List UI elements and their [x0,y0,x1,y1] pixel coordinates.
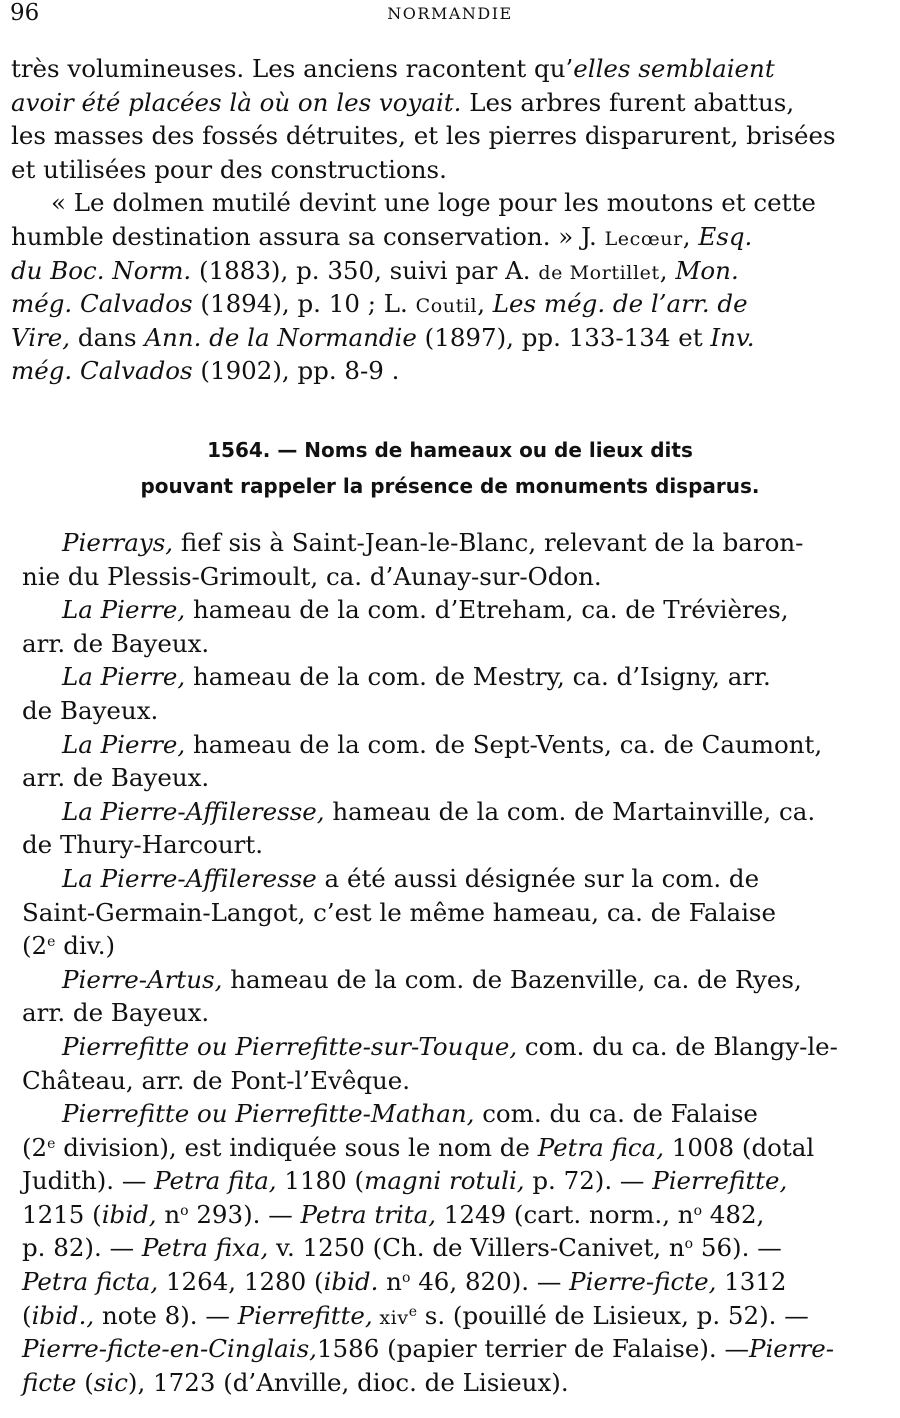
list-item: Pierrefitte ou Pierrefitte-sur-Touque, com. du ca. de Blangy-le- [62,1031,838,1061]
text-line: Vire, dans Ann. de la Normandie (1897), pp. 133-134 et Inv. [11,322,755,352]
text-line: avoir été placées là où on les voyait. Les arbres furent abattus, [11,87,795,117]
page-number: 96 [10,0,40,26]
list-item: La Pierre-Affileresse, hameau de la com. de Martainville, ca. [62,796,816,826]
page-header [10,0,890,30]
text-line: (2e division), est indiquée sous le nom de Petra fica, 1008 (dotal [22,1132,815,1162]
continued-paragraph [11,52,889,388]
list-item: Pierrays, fief sis à Saint-Jean-le-Blanc, relevant de la baron- [62,528,804,557]
text-line: még. Calvados (1902), pp. 8-9 . [11,356,400,386]
text-line: Judith). — Petra fita, 1180 (magni rotuli, p. 72). — Pierrefitte, [22,1166,788,1196]
text-line: Pierre-ficte-en-Cinglais,1586 (papier terrier de Falaise). —Pierre- [22,1334,834,1364]
text-line: de Bayeux. [22,695,159,725]
text-line: (ibid., note 8). — Pierrefitte, xiv$^e$ s. (pouillé de Lisieux, p. 52). — [22,1300,809,1330]
list-item: Pierre-Artus, hameau de la com. de Bazenville, ca. de Ryes, [62,964,802,994]
list-item: La Pierre, hameau de la com. de Sept-Vents, ca. de Caumont, [62,729,823,759]
place-name-list [22,526,890,1399]
text-line: Petra ficta, 1264, 1280 (ibid. $n^o$ 46, 820). — Pierre-ficte, 1312 [22,1267,787,1297]
text-line: ficte (sic), 1723 (d’Anville, dioc. de Lisieux). [22,1367,569,1397]
text-line: et utilisées pour des constructions. [11,154,447,184]
text-line: nie du Plessis-Grimoult, ca. d’Aunay-sur-Odon. [22,561,602,591]
list-item: La Pierre, hameau de la com. de Mestry, ca. d’Isigny, arr. [62,662,771,692]
section-heading [0,432,900,504]
list-item: La Pierre-Affileresse a été aussi désignée sur la com. de [62,863,760,893]
text-line: p. 82). — Petra fixa, v. 1250 (Ch. de Villers-Canivet, $n^o$ 56). — [22,1233,782,1263]
text-line: 1215 (ibid, $n^o$ 293). — Petra trita, 1249 (cart. norm., $n^o$ 482, [22,1199,765,1229]
text-line: (2e div.) [22,931,116,961]
text-line: du Boc. Norm. (1883), p. 350, suivi par A. de Mortillet, Mon. [11,255,739,285]
section-heading-line-1: 1564. — Noms de hameaux ou de lieux dits [207,438,693,462]
text-line: très volumineuses. Les anciens racontent qu’elles semblaient [11,54,775,83]
running-title: NORMANDIE [387,4,513,23]
text-line: arr. de Bayeux. [22,763,210,793]
text-line: Château, arr. de Pont-l’Evêque. [22,1065,411,1095]
text-line: de Thury-Harcourt. [22,830,263,860]
list-item: La Pierre, hameau de la com. d’Etreham, ca. de Trévières, [62,595,789,625]
text-line: Saint-Germain-Langot, c’est le même hameau, ca. de Falaise [22,897,776,927]
text-line: humble destination assura sa conservation. » J. Lecœur, Esq. [11,221,753,251]
section-heading-line-2: pouvant rappeler la présence de monuments disparus. [140,474,760,498]
text-line: még. Calvados (1894), p. 10 ; L. Coutil, Les még. de l’arr. de [11,289,748,319]
text-line: « Le dolmen mutilé devint une loge pour les moutons et cette [51,188,816,218]
list-item: Pierrefitte ou Pierrefitte-Mathan, com. du ca. de Falaise [62,1099,758,1129]
text-line: les masses des fossés détruites, et les pierres disparurent, brisées [11,121,836,151]
text-line: arr. de Bayeux. [22,628,210,658]
text-line: arr. de Bayeux. [22,998,210,1028]
